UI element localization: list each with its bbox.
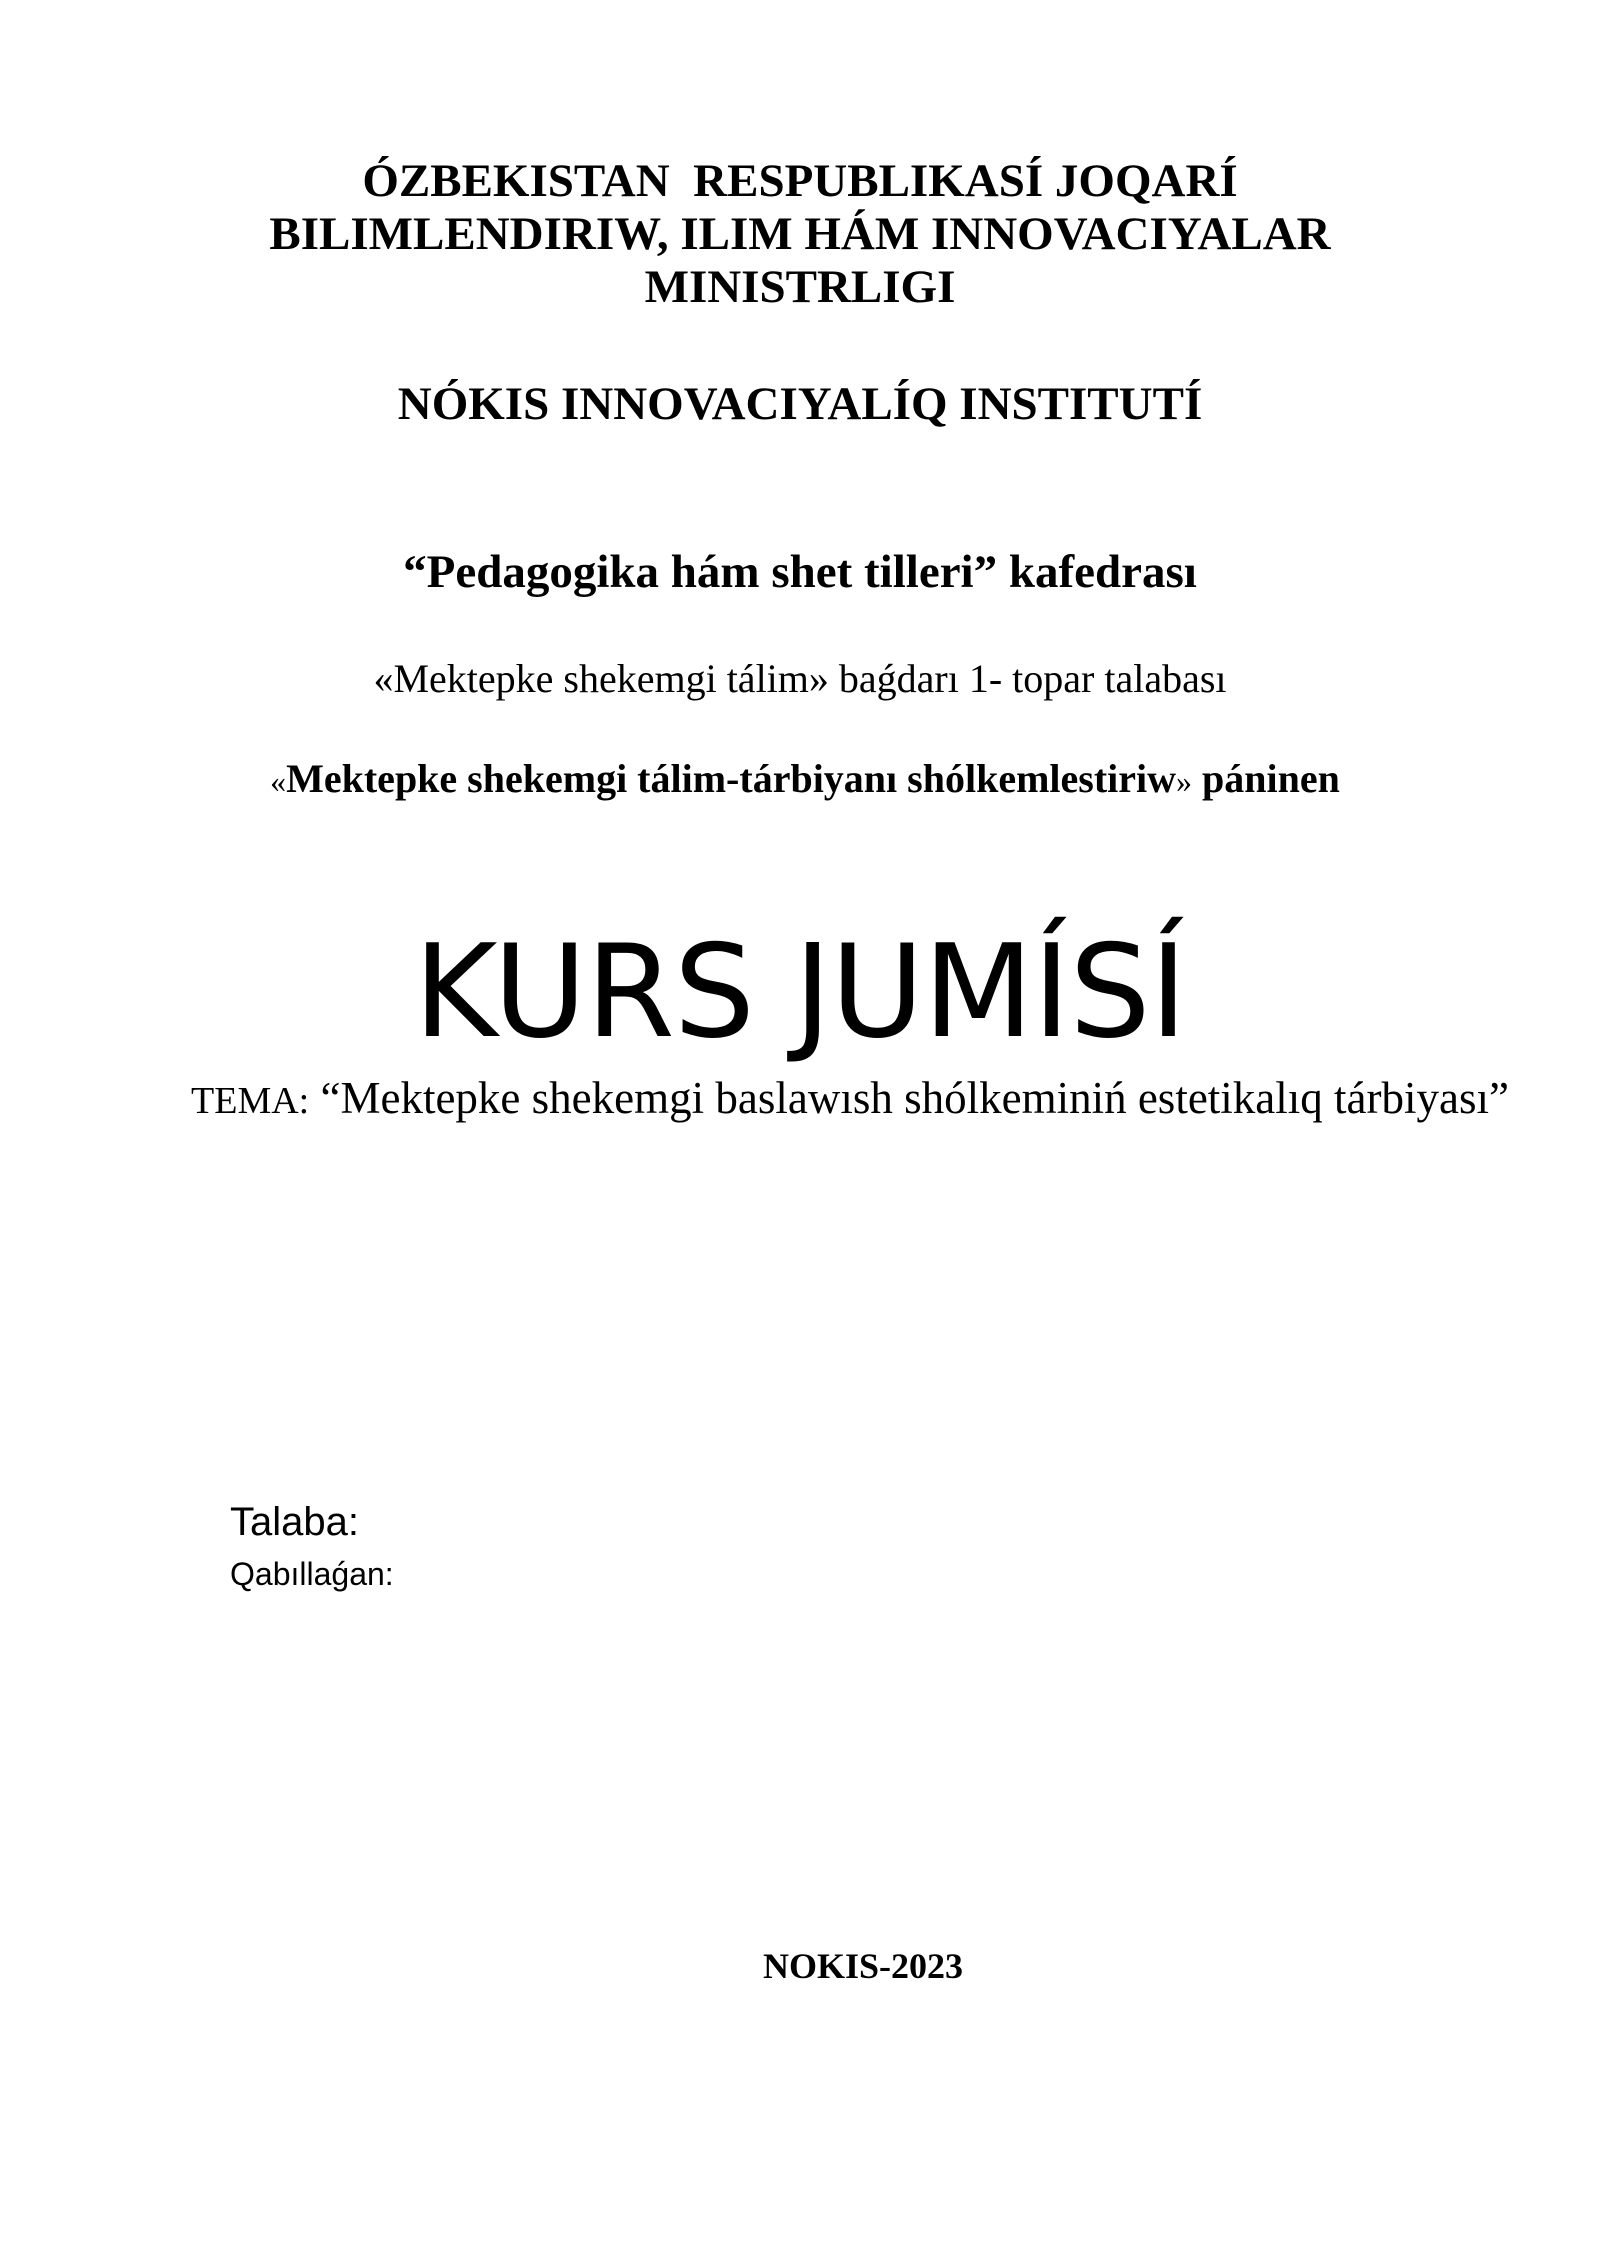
topic bbox=[190, 1070, 1510, 1129]
student-group: «Mektepke shekemgi tálim» baǵdarı 1- topar talabası bbox=[373, 656, 1227, 701]
ministry-line-2: BILIMLENDIRIW, ILIM HÁM INNOVACIYALAR bbox=[269, 208, 1331, 260]
topic-text: “Mektepke shekemgi baslawısh shólkeminiń estetikalıq tárbiyası” bbox=[309, 1073, 1509, 1123]
ministry-line-1: ÓZBEKISTAN RESPUBLIKASÍ JOQARÍ bbox=[362, 155, 1238, 207]
subject-close-quote: » bbox=[1176, 763, 1193, 799]
accepted-by-label: Qabıllaǵan: bbox=[230, 1556, 394, 1592]
subject-suffix: páninen bbox=[1192, 756, 1340, 801]
city-year: NOKIS-2023 bbox=[762, 1946, 964, 1986]
ministry-line-3: MINISTRLIGI bbox=[644, 261, 956, 313]
department-name: “Pedagogika hám shet tilleri” kafedrası bbox=[403, 546, 1197, 598]
document-type-title: KURS JUMÍSÍ bbox=[413, 918, 1187, 1067]
student-label: Talaba: bbox=[230, 1500, 359, 1544]
subject-open-quote: « bbox=[270, 763, 287, 799]
institute-name: NÓKIS INNOVACIYALÍQ INSTITUTÍ bbox=[397, 378, 1203, 430]
subject-name: Mektepke shekemgi tálim-tárbiyanı shólkemlestiriw bbox=[286, 756, 1177, 801]
topic-label: TEMA: bbox=[191, 1080, 310, 1122]
subject-line bbox=[0, 755, 1600, 805]
ministry-heading bbox=[0, 155, 1600, 314]
